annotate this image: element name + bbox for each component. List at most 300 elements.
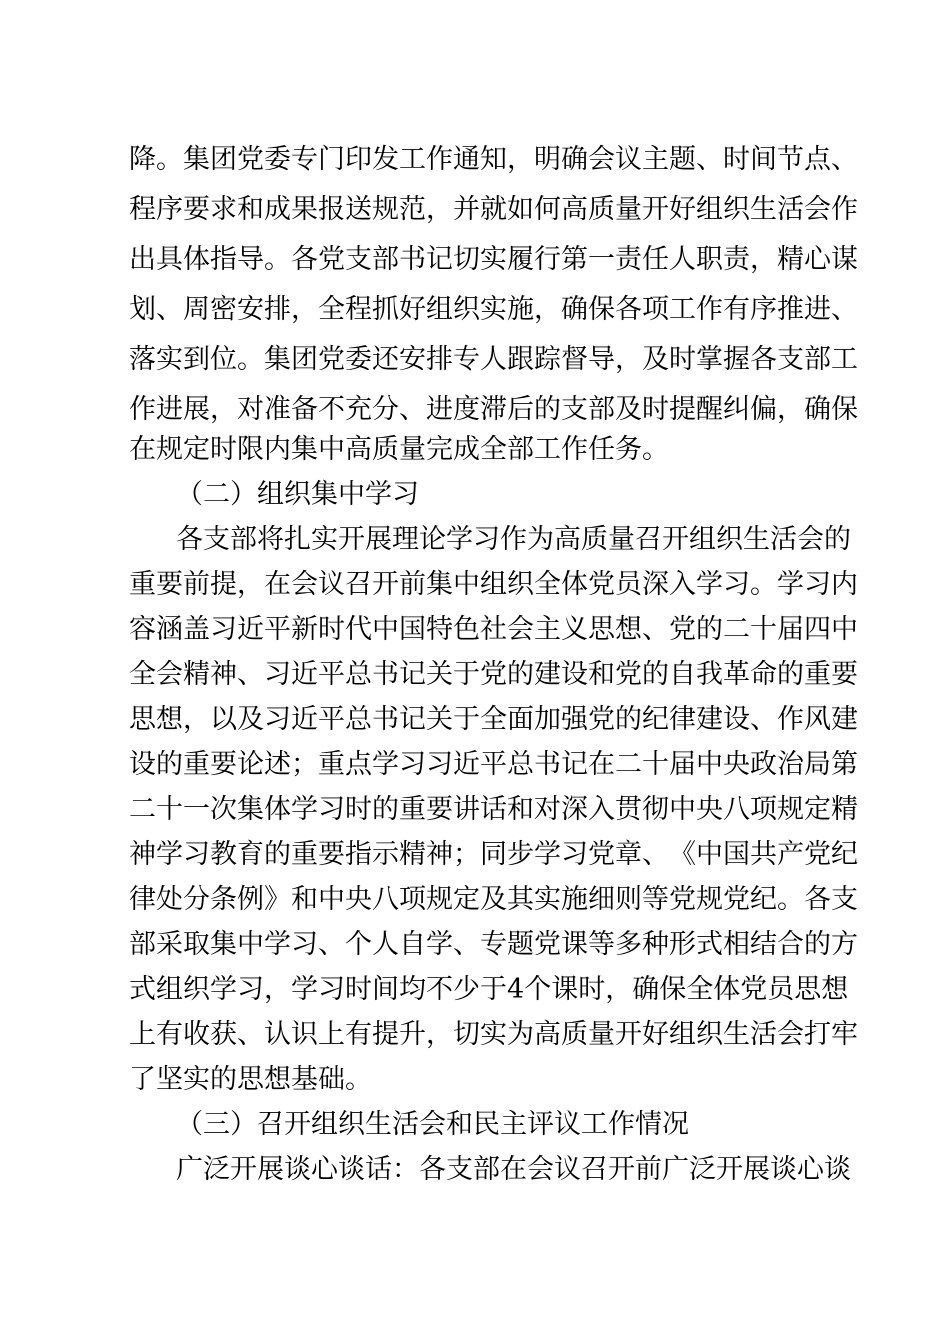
character: ， [210,394,237,425]
character: 次 [210,794,237,825]
character: 彻 [642,794,669,825]
character: 的 [372,794,399,825]
character: 在 [588,749,615,780]
paragraph-2-line [176,520,851,560]
character: 履 [507,244,534,275]
character: 习 [723,569,750,600]
character: 种 [642,929,669,960]
character: 治 [777,749,804,780]
character: 学 [372,749,399,780]
character: 党 [669,884,696,915]
character: 团 [291,344,318,375]
character: ， [426,194,453,225]
character: 风 [804,704,831,735]
character: 其 [507,884,534,915]
character: 广 [176,1154,203,1185]
character: 不 [318,394,345,425]
character: 扎 [284,524,311,555]
character: 后 [507,394,534,425]
character: 国 [399,614,426,645]
character: 、 [399,394,426,425]
character: 学 [291,794,318,825]
character: 质 [561,1019,588,1050]
character: 提 [372,1019,399,1050]
character: 会 [156,659,183,690]
character: 前 [399,569,426,600]
character: 则 [615,884,642,915]
paragraph-2-line [129,700,858,740]
character: ， [615,344,642,375]
character: 要 [210,749,237,780]
character: 中 [372,614,399,645]
character: 时 [723,144,750,175]
character: 、 [318,929,345,960]
character: 进 [426,394,453,425]
character: 为 [527,524,554,555]
character: 党 [318,244,345,275]
character: 支 [345,244,372,275]
character: 时 [642,394,669,425]
character: 安 [399,344,426,375]
paragraph-2-line: 了坚实的思想基础。 [129,1064,372,1095]
character: 要 [156,569,183,600]
character: 确 [561,294,588,325]
character: 组 [156,974,183,1005]
character: ， [777,394,804,425]
character: 还 [372,344,399,375]
character: 精 [399,839,426,870]
character: 召 [345,569,372,600]
character: 项 [399,884,426,915]
character: 重 [399,794,426,825]
character: 党 [588,569,615,600]
character: 会 [804,194,831,225]
character: 跟 [507,344,534,375]
character: 形 [669,929,696,960]
character: 思 [129,704,156,735]
character: 定 [804,794,831,825]
character: 记 [426,244,453,275]
character: 设 [561,659,588,690]
character: 规 [777,794,804,825]
paragraph-1-line [129,140,858,180]
character: 想 [615,614,642,645]
character: 集 [183,144,210,175]
character: 项 [642,294,669,325]
character: 对 [534,794,561,825]
character: 的 [696,614,723,645]
character: 人 [372,929,399,960]
character: 工 [669,294,696,325]
character: 作 [500,524,527,555]
character: 党 [237,144,264,175]
paragraph-2-line [129,610,858,650]
character: 织 [723,194,750,225]
character: 思 [588,614,615,645]
character: 于 [453,659,480,690]
character: 工 [399,144,426,175]
character: 、 [453,929,480,960]
character: 精 [831,794,858,825]
character: 八 [723,794,750,825]
character: 各 [804,884,831,915]
character: 均 [399,974,426,1005]
character: 专 [480,929,507,960]
paragraph-1-line [129,340,858,380]
character: 中 [318,884,345,915]
character: 关 [426,659,453,690]
character: 排 [264,294,291,325]
character: 实 [480,294,507,325]
character: 要 [183,194,210,225]
character: 精 [777,244,804,275]
character: 召 [635,524,662,555]
character: 组 [696,194,723,225]
character: 的 [507,659,534,690]
character: 话 [365,1154,392,1185]
character: 纠 [723,394,750,425]
character: 体 [183,244,210,275]
character: 各 [419,1154,446,1185]
character: 施 [507,294,534,325]
character: 开 [662,524,689,555]
character: 革 [723,659,750,690]
character: 神 [210,659,237,690]
character: 何 [534,194,561,225]
character: 程 [129,194,156,225]
character: 节 [777,144,804,175]
character: 中 [696,749,723,780]
character: 纪 [642,704,669,735]
character: 的 [824,524,851,555]
character: 学 [534,839,561,870]
character: 《 [669,839,696,870]
character: 集 [264,344,291,375]
character: 有 [156,1019,183,1050]
character: 导 [237,244,264,275]
character: 思 [794,974,822,1005]
character: 备 [291,394,318,425]
character: 组 [426,294,453,325]
character: 支 [203,524,230,555]
character: 和 [588,659,615,690]
character: 个 [345,929,372,960]
character: 会 [291,569,318,600]
character: ， [507,144,534,175]
character: 支 [831,884,858,915]
character: 心 [311,1154,338,1185]
character: 报 [318,194,345,225]
character: 握 [723,344,750,375]
character: 主 [642,144,669,175]
character: 总 [507,749,534,780]
character: 习 [426,749,453,780]
character: 周 [183,294,210,325]
character: 平 [318,659,345,690]
character: 央 [723,749,750,780]
paragraph-2-line [129,925,858,965]
character: 展 [365,524,392,555]
character: ， [237,569,264,600]
character: 上 [129,1019,156,1050]
character: 量 [588,1019,615,1050]
character: 专 [291,144,318,175]
character: 部 [588,394,615,425]
character: 分 [183,884,210,915]
character: 论 [419,524,446,555]
character: 记 [399,704,426,735]
character: ， [605,974,633,1005]
character: 的 [534,394,561,425]
character: ； [453,839,480,870]
character: 为 [507,1019,534,1050]
character: 中 [453,569,480,600]
character: 会 [527,1154,554,1185]
character: 二 [615,749,642,780]
character: 结 [750,929,777,960]
character: 及 [615,394,642,425]
character: 习 [318,794,345,825]
character: 、 [237,659,264,690]
character: 各 [615,294,642,325]
character: 的 [804,929,831,960]
character: 、 [237,1019,264,1050]
character: 体 [561,569,588,600]
character: 设 [723,704,750,735]
character: 成 [264,194,291,225]
character: 升 [399,1019,426,1050]
character: 开 [615,1019,642,1050]
character: 部 [473,1154,500,1185]
character: 一 [588,244,615,275]
section-heading-3: （三）召开组织生活会和民主评议工作情况 [176,1109,689,1140]
character: 就 [480,194,507,225]
character: 学 [291,974,318,1005]
character: 、 [750,704,777,735]
character: 条 [210,884,237,915]
character: 平 [264,614,291,645]
character: 体 [264,794,291,825]
character: 全 [480,704,507,735]
character: 谈 [824,1154,851,1185]
character: 位 [210,344,237,375]
character: 到 [183,344,210,375]
character: 个 [524,974,552,1005]
character: 会 [777,1019,804,1050]
character: 开 [642,194,669,225]
paragraph-2-line [129,1015,858,1055]
character: 局 [804,749,831,780]
character: 合 [777,929,804,960]
character: 时 [345,974,372,1005]
character: 义 [561,614,588,645]
character: 的 [777,659,804,690]
character: 量 [608,524,635,555]
character: 确 [561,144,588,175]
character: 推 [777,294,804,325]
character: 确 [804,394,831,425]
character: 、 [831,294,858,325]
character: 习 [264,704,291,735]
character: 展 [183,394,210,425]
paragraph-2-line [129,835,858,875]
character: 具 [156,244,183,275]
character: 获 [210,1019,237,1050]
paragraph-1-line: 在规定时限内集中高质量完成全部工作任务。 [129,434,669,465]
character: 、 [642,839,669,870]
character: 自 [399,929,426,960]
character: 入 [669,569,696,600]
character: 政 [750,749,777,780]
character: 心 [804,244,831,275]
character: 并 [453,194,480,225]
character: 重 [183,749,210,780]
character: 加 [534,704,561,735]
character: 好 [399,294,426,325]
character: 想 [156,704,183,735]
character: 开 [608,1154,635,1185]
character: 时 [345,794,372,825]
character: 高 [534,1019,561,1050]
character: 各 [750,344,777,375]
character: 近 [237,614,264,645]
character: 细 [588,884,615,915]
character: 谈 [338,1154,365,1185]
character: 课 [561,929,588,960]
character: 建 [831,704,858,735]
character: 间 [372,974,399,1005]
character: 取 [183,929,210,960]
character: 多 [615,929,642,960]
character: 书 [372,659,399,690]
character: 中 [669,794,696,825]
character: 四 [804,614,831,645]
character: 前 [635,1154,662,1185]
character: 和 [291,884,318,915]
character: 作 [426,144,453,175]
character: 织 [507,569,534,600]
character: 规 [426,884,453,915]
character: 十 [642,749,669,780]
character: 保 [659,974,687,1005]
character: 记 [561,749,588,780]
character: 代 [345,614,372,645]
character: 打 [804,1019,831,1050]
character: 习 [399,749,426,780]
character: 全 [129,659,156,690]
character: 全 [534,569,561,600]
character: 踪 [534,344,561,375]
character: 届 [777,614,804,645]
character: 部 [129,929,156,960]
character: 设 [129,749,156,780]
character: 要 [318,839,345,870]
character: 规 [696,884,723,915]
character: 会 [588,144,615,175]
character: 支 [561,394,588,425]
character: 组 [480,569,507,600]
character: 展 [257,1154,284,1185]
character: 央 [696,794,723,825]
character: 党 [615,659,642,690]
character: 认 [264,1019,291,1050]
character: 间 [750,144,777,175]
character: 党 [740,974,768,1005]
character: 提 [669,394,696,425]
character: 重 [129,569,156,600]
character: ， [183,704,210,735]
character: 同 [480,839,507,870]
character: 律 [669,704,696,735]
character: 。 [264,244,291,275]
character: 指 [210,244,237,275]
character: 谋 [831,244,858,275]
character: 4 [507,974,525,1005]
character: 实 [534,884,561,915]
character: 二 [129,794,156,825]
character: 掌 [696,344,723,375]
character: 的 [615,704,642,735]
character: 深 [642,569,669,600]
character: 准 [264,394,291,425]
character: 各 [291,244,318,275]
character: 高 [554,524,581,555]
character: 切 [453,244,480,275]
character: 命 [750,659,777,690]
character: 保 [588,294,615,325]
character: 中 [831,614,858,645]
paragraph-3-line [176,1150,851,1190]
character: ， [291,294,318,325]
character: 章 [615,839,642,870]
character: 序 [156,194,183,225]
character: 好 [669,194,696,225]
character: 部 [372,244,399,275]
character: 于 [480,974,507,1005]
character: 抓 [372,294,399,325]
character: 实 [480,244,507,275]
character: 习 [561,839,588,870]
character: 题 [507,929,534,960]
character: 专 [453,344,480,375]
character: 部 [230,524,257,555]
character: 要 [831,659,858,690]
character: 贯 [615,794,642,825]
character: 总 [345,659,372,690]
character: 想 [821,974,849,1005]
character: 员 [615,569,642,600]
character: 重 [291,839,318,870]
character: 集 [210,929,237,960]
character: 谈 [770,1154,797,1185]
character: 提 [210,569,237,600]
character: 盖 [183,614,210,645]
character: 习 [210,614,237,645]
character: 印 [345,144,372,175]
character: 划 [129,294,156,325]
character: 精 [183,659,210,690]
character: 发 [372,144,399,175]
character: 方 [831,929,858,960]
character: 一 [183,794,210,825]
character: 等 [588,929,615,960]
character: 工 [831,344,858,375]
character: 采 [156,929,183,960]
character: 律 [129,884,156,915]
character: 在 [500,1154,527,1185]
character: 时 [669,344,696,375]
character: 党 [588,839,615,870]
